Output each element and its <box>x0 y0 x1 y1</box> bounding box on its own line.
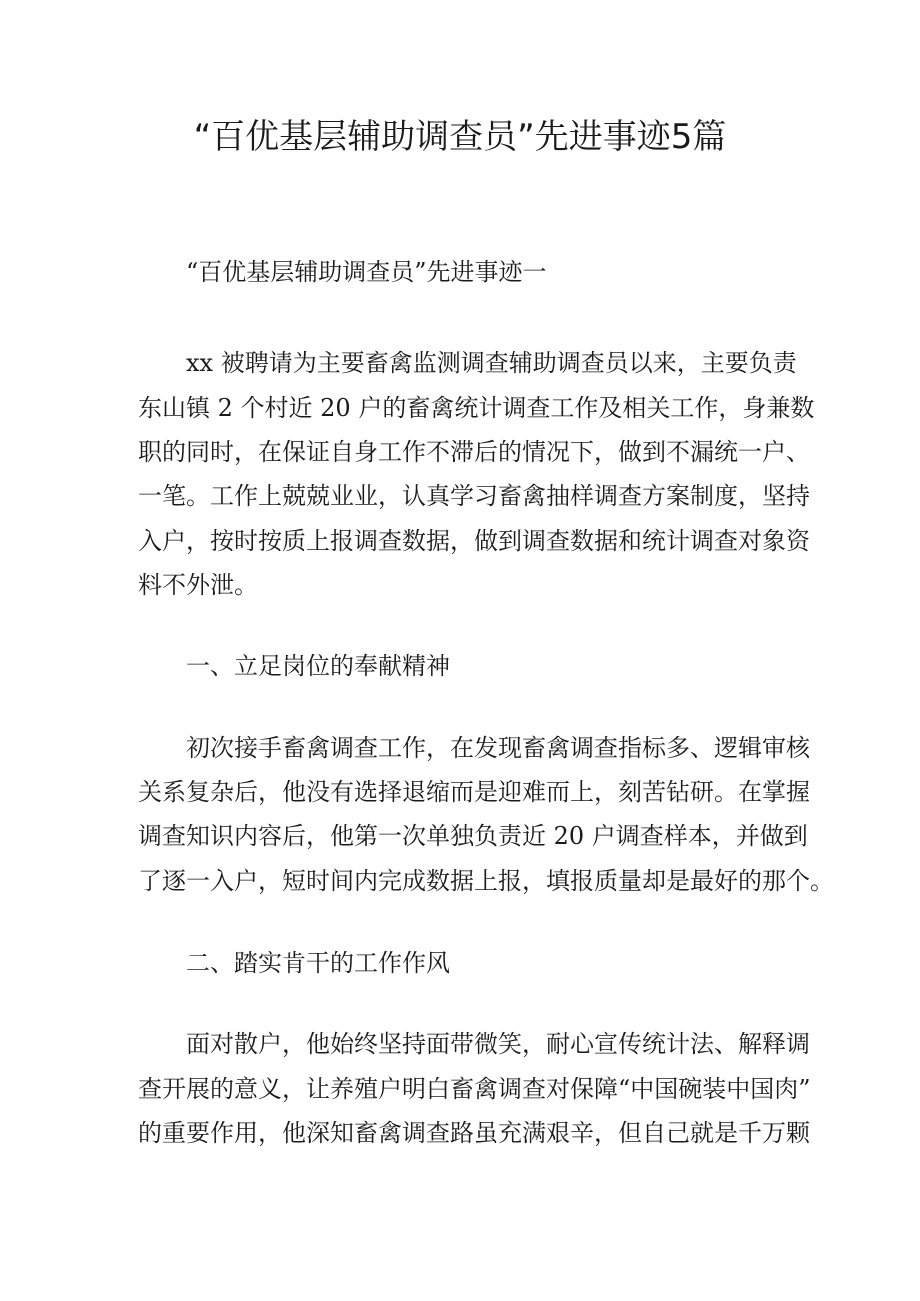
paragraph-line: 调查知识内容后，他第一次单独负责近 20 户调查样本，并做到 <box>138 822 808 850</box>
paragraph-line: 关系复杂后，他没有选择退缩而是迎难而上，刻苦钻研。在掌握 <box>138 778 810 806</box>
paragraph-line: 料不外泄。 <box>138 571 258 599</box>
section-subtitle: “百优基层辅助调查员”先进事迹一 <box>186 258 547 286</box>
paragraph-line: 职的同时，在保证自身工作不滞后的情况下，做到不漏统一户、 <box>138 438 810 466</box>
paragraph-line: 初次接手畜禽调查工作，在发现畜禽调查指标多、逻辑审核 <box>186 734 810 762</box>
paragraph-line: 查开展的意义，让养殖户明白畜禽调查对保障“中国碗装中国肉” <box>138 1075 811 1103</box>
section-heading: 一、立足岗位的奉献精神 <box>186 652 450 680</box>
paragraph-line: xx 被聘请为主要畜禽监测调查辅助调查员以来，主要负责 <box>186 349 797 377</box>
paragraph-line: 面对散户，他始终坚持面带微笑，耐心宣传统计法、解释调 <box>186 1030 810 1058</box>
paragraph-line: 的重要作用，他深知畜禽调查路虽充满艰辛，但自己就是千万颗 <box>138 1119 810 1147</box>
document-title: “百优基层辅助调查员”先进事迹5篇 <box>193 117 727 157</box>
section-heading: 二、踏实肯干的工作作风 <box>186 949 450 977</box>
paragraph-line: 一笔。工作上兢兢业业，认真学习畜禽抽样调查方案制度，坚持 <box>138 482 810 510</box>
paragraph-line: 了逐一入户，短时间内完成数据上报，填报质量却是最好的那个。 <box>138 867 834 895</box>
paragraph-line: 入户，按时按质上报调查数据，做到调查数据和统计调查对象资 <box>138 527 810 555</box>
paragraph-line: 东山镇 2 个村近 20 户的畜禽统计调查工作及相关工作，身兼数 <box>138 394 815 422</box>
